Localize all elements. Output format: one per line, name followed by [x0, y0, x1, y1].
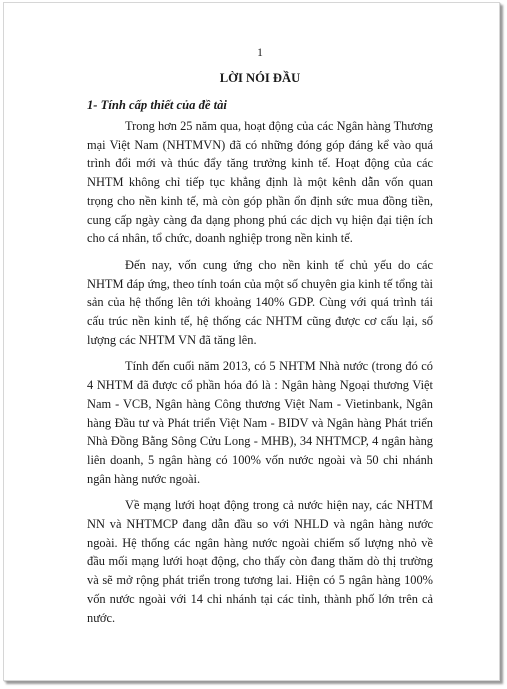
- paragraph-1: Trong hơn 25 năm qua, hoạt động của các Ngân hàng Thương mại Việt Nam (NHTMVN) đã có những đóng góp đáng kể vào quá trình đổi mới và thúc đẩy tăng trưởng kinh tế. Hoạt động của các NHTM không chỉ tiếp tục khẳng định là một kênh dẫn vốn quan trọng cho nền kinh tế, mà còn góp phần ổn định sức mua đồng tiền, cung cấp ngày càng đa dạng phong phú các dịch vụ hiện đại tiện ích cho cá nhân, tổ chức, doanh nghiệp trong nền kinh tế.: [87, 119, 433, 246]
- paragraph-3: Tính đến cuối năm 2013, có 5 NHTM Nhà nước (trong đó có 4 NHTM đã được cổ phần hóa đó là : Ngân hàng Ngoại thương Việt Nam - VCB, Ngân hàng Công thương Việt Nam - Vietinbank, Ngân hàng Đầu tư và Phát triển Việt Nam - BIDV và Ngân hàng Phát triển Nhà Đồng Bằng Sông Cửu Long - MHB), 34 NHTMCP, 4 ngân hàng liên doanh, 5 ngân hàng có 100% vốn nước ngoài và 50 chi nhánh ngân hàng nước ngoài.: [87, 359, 433, 486]
- paragraph-4: Về mạng lưới hoạt động trong cả nước hiện nay, các NHTM NN và NHTMCP đang dẫn đầu so với NHLD và ngân hàng nước ngoài. Hệ thống các ngân hàng nước ngoài chiếm số lượng nhỏ về đầu mối mạng lưới hoạt động, cho thấy còn đang thăm dò thị trường và sẽ mở rộng phát triển trong tương lai. Hiện có 5 ngân hàng 100% vốn nước ngoài với 14 chi nhánh tại các tỉnh, thành phố lớn trên cả nước.: [87, 498, 433, 625]
- paragraph-2: Đến nay, vốn cung ứng cho nền kinh tế chủ yếu do các NHTM đáp ứng, theo tính toán của một số chuyên gia kinh tế tổng tài sản của hệ thống lên tới khoảng 140% GDP. Cùng với quá trình tái cấu trúc nền kinh tế, hệ thống các NHTM cũng được cơ cấu lại, số lượng các NHTM VN đã tăng lên.: [87, 257, 433, 347]
- page-number: 1: [257, 47, 263, 59]
- page-title: LỜI NÓI ĐẦU: [219, 71, 301, 85]
- section-heading: 1- Tính cấp thiết của đề tài: [87, 98, 227, 112]
- page-content: [87, 44, 433, 635]
- document-page: [3, 2, 500, 681]
